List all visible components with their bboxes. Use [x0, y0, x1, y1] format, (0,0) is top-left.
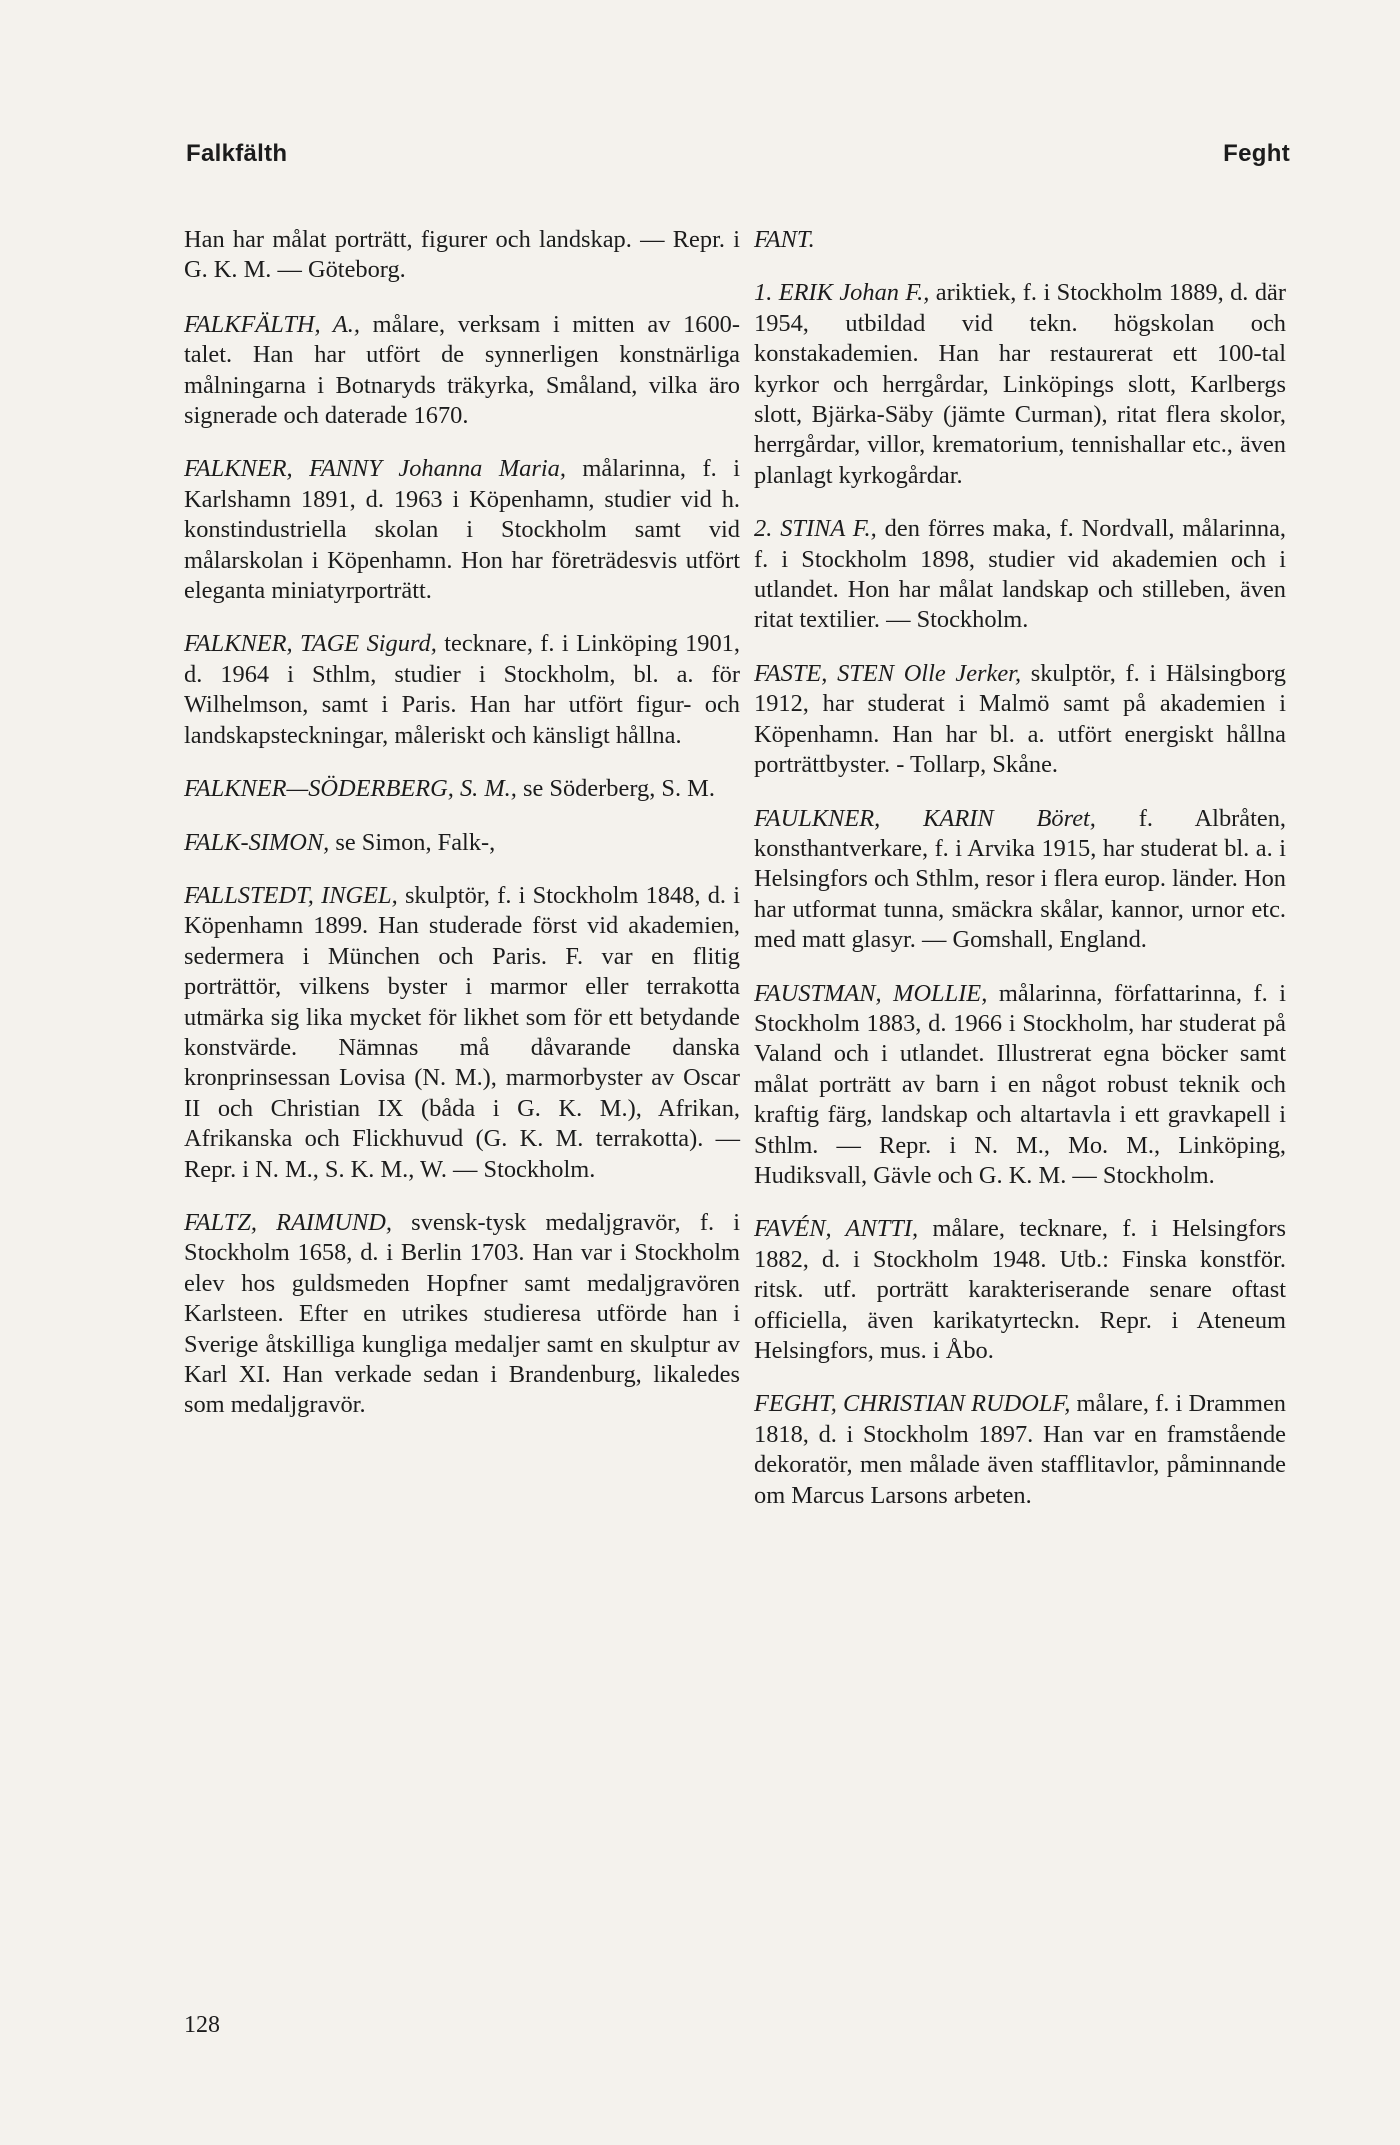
dictionary-entry	[184, 629, 740, 751]
dictionary-entry	[754, 979, 1286, 1192]
dictionary-entry	[184, 1208, 740, 1421]
entry-headword: FALKNER, FANNY Johanna Maria,	[184, 455, 566, 483]
dictionary-entry	[754, 659, 1286, 781]
entry-text: f. Albråten, konsthantverkare, f. i Arvika 1915, har studerat bl. a. i Helsingfors och Sthlm, resor i flera europ. länder. Hon har utformat tunna, smäckra skålar, kannor, urnor etc. med matt glasyr. — Gomshall, England.	[754, 804, 1286, 954]
entry-headword: FALTZ, RAIMUND,	[184, 1208, 392, 1236]
entry-text: svensk-tysk medaljgravör, f. i Stockholm 1658, d. i Berlin 1703. Han var i Stockholm elev hos guldsmeden Hopfner samt medaljgravören Karlsteen. Efter en utrikes studieresa utförde han i Sverige åtskilliga kungliga medaljer samt en skulptur av Karl XI. Han verkade sedan i Brandenburg, likaledes som medaljgravör.	[184, 1208, 740, 1419]
left-entries	[184, 310, 740, 1421]
entry-headword: FAULKNER, KARIN Böret,	[754, 804, 1096, 832]
entry-headword: FAVÉN, ANTTI,	[754, 1215, 919, 1243]
entry-headword: FALK-SIMON,	[184, 828, 330, 856]
entry-text: målare, f. i Drammen 1818, d. i Stockholm 1897. Han var en framstående dekoratör, men målade även stafflitavlor, påminnande om Marcus Larsons arbeten.	[754, 1390, 1286, 1509]
dictionary-entry	[184, 774, 740, 804]
dictionary-entry	[184, 881, 740, 1185]
dictionary-entry	[754, 278, 1286, 491]
dictionary-entry	[754, 225, 1286, 255]
entry-text: målarinna, f. i Karlshamn 1891, d. 1963 i Köpenhamn, studier vid h. konstindustriella skolan i Stockholm samt vid målarskolan i Köpenhamn. Hon har företrädesvis utfört eleganta miniatyrporträtt.	[184, 455, 740, 605]
entry-headword: 2. STINA F.,	[754, 515, 877, 543]
dictionary-entry	[754, 1214, 1286, 1366]
right-column	[754, 225, 1286, 1534]
entry-text: skulptör, f. i Hälsingborg 1912, har studerat i Malmö samt på akademien i Köpenhamn. Han har bl. a. utfört energiskt hållna porträttbyster. - Tollarp, Skåne.	[754, 659, 1286, 779]
dictionary-entry	[184, 310, 740, 432]
dictionary-entry	[184, 828, 740, 858]
entry-headword: FASTE, STEN Olle Jerker,	[754, 659, 1022, 687]
dictionary-entry	[754, 1389, 1286, 1511]
running-head-right: Feght	[1223, 140, 1290, 167]
continuation-text: Han har målat porträtt, figurer och landskap. — Repr. i G. K. M. — Göteborg.	[184, 226, 740, 284]
entry-text: målare, verksam i mitten av 1600-talet. Han har utfört de synnerligen konstnärliga målningarna i Botnaryds träkyrka, Småland, vilka äro signerade och daterade 1670.	[184, 310, 740, 430]
entry-text: den förres maka, f. Nordvall, målarinna, f. i Stockholm 1898, studier vid akademien och i utlandet. Hon har målat landskap och stilleben, även ritat textilier. — Stockholm.	[754, 515, 1286, 634]
dictionary-entry	[754, 804, 1286, 956]
entry-headword: FALKFÄLTH, A.,	[184, 310, 360, 338]
entry-text: målarinna, författarinna, f. i Stockholm 1883, d. 1966 i Stockholm, har studerat på Valand och i utlandet. Illustrerat egna böcker samt målat porträtt av barn i en något robust teknik och kraftig färg, landskap och altartavla i ett gravkapell i Sthlm. — Repr. i N. M., Mo. M., Linköping, Hudiksvall, Gävle och G. K. M. — Stockholm.	[754, 979, 1286, 1189]
entry-headword: FAUSTMAN, MOLLIE,	[754, 979, 988, 1007]
right-entries	[754, 225, 1286, 1511]
left-column	[184, 225, 740, 1444]
entry-text: skulptör, f. i Stockholm 1848, d. i Köpenhamn 1899. Han studerade först vid akademien, sedermera i München och Paris. F. var en flitig porträttör, vilkens byster i marmor eller terrakotta utmärka sig lika mycket för likhet som för ett betydande konstvärde. Nämnas må dåvarande danska kronprinsessan Lovisa (N. M.), marmorbyster av Oscar II och Christian IX (båda i G. K. M.), Afrikan, Afrikanska och Flickhuvud (G. K. M. terrakotta). — Repr. i N. M., S. K. M., W. — Stockholm.	[184, 881, 740, 1183]
entry-text: målare, tecknare, f. i Helsingfors 1882, d. i Stockholm 1948. Utb.: Finska konstför. ritsk. utf. porträtt karakteriserande senare oftast officiella, även karikatyrteckn. Repr. i Ateneum Helsingfors, mus. i Åbo.	[754, 1215, 1286, 1364]
entry-headword: FALLSTEDT, INGEL,	[184, 881, 398, 909]
entry-text: se Simon, Falk-,	[335, 828, 496, 856]
entry-headword: FEGHT, CHRISTIAN RUDOLF,	[754, 1390, 1071, 1418]
entry-headword: FALKNER, TAGE Sigurd,	[184, 630, 437, 658]
running-head-left: Falkfälth	[186, 140, 288, 167]
entry-headword: FALKNER—SÖDERBERG, S. M.,	[184, 775, 517, 803]
dictionary-entry	[184, 454, 740, 606]
page-number: 128	[184, 2012, 220, 2038]
entry-headword: 1. ERIK Johan F.,	[754, 279, 930, 307]
entry-text: se Söderberg, S. M.	[522, 775, 715, 803]
entry-headword: FANT.	[754, 226, 815, 253]
entry-text: tecknare, f. i Linköping 1901, d. 1964 i Sthlm, studier i Stockholm, bl. a. för Wilhelmson, samt i Paris. Han har utfört figur- och landskapsteckningar, måleriskt och känsligt hållna.	[184, 630, 740, 749]
entry-text: ariktiek, f. i Stockholm 1889, d. där 1954, utbildad vid tekn. högskolan och konstakademien. Han har restaurerat ett 100-tal kyrkor och herrgårdar, Linköpings slott, Karlbergs slott, Bjärka-Säby (jämte Curman), ritat flera skolor, herrgårdar, villor, krematorium, tennishallar etc., även planlagt kyrkogårdar.	[754, 279, 1286, 489]
dictionary-entry	[754, 514, 1286, 636]
